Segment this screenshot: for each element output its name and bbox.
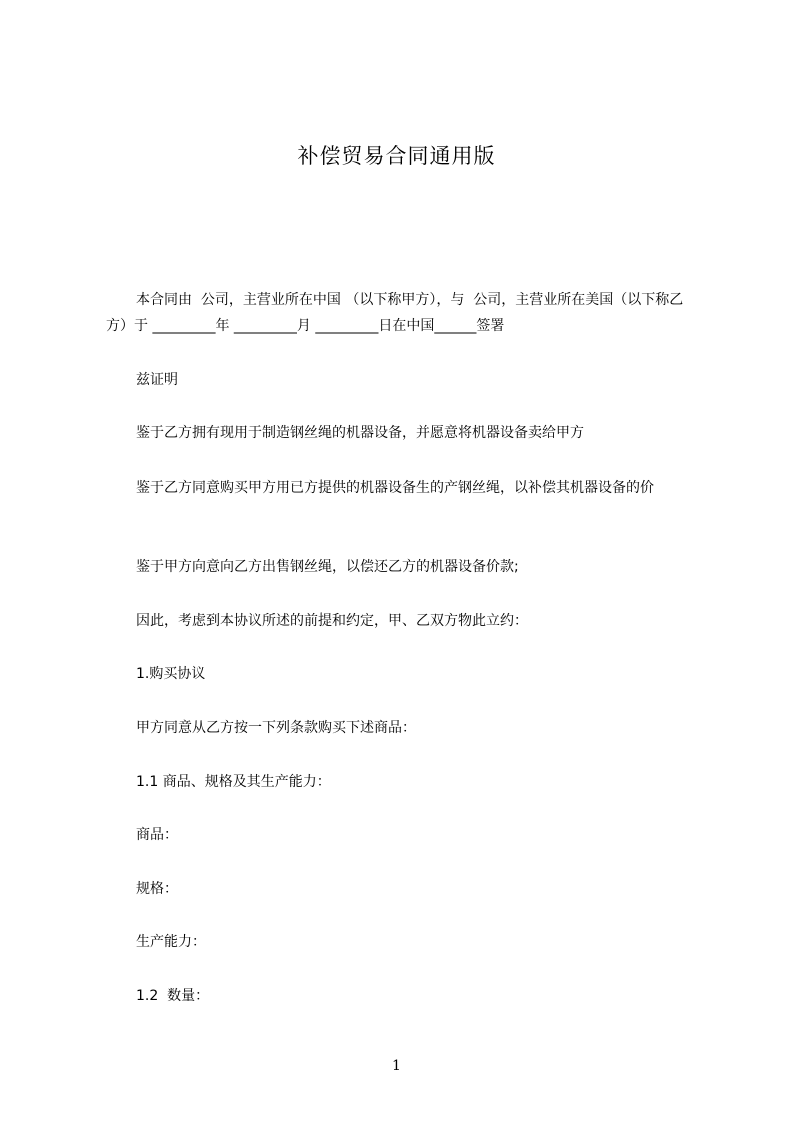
field-specification: 规格： [136,881,178,897]
paragraph-purchase-terms: 甲方同意从乙方按一下列条款购买下述商品： [136,720,416,736]
paragraph-therefore: 因此，考虑到本协议所述的前提和约定，甲、乙双方物此立约： [136,613,528,629]
document-title: 补偿贸易合同通用版 [297,144,496,168]
page-number: 1 [392,1058,401,1074]
clause-1-1: 1.1 商品、规格及其生产能力： [136,774,331,790]
paragraph-parties: 本合同由 公司，主营业所在中国 （以下称甲方），与 公司，主营业所在美国（以下称乙方）于 _________年 _________月 _________日在中国______签署 [106,292,684,334]
clause-1-2: 1.2 数量： [136,988,210,1004]
paragraph-whereas-3: 鉴于甲方向意向乙方出售钢丝绳，以偿还乙方的机器设备价款; [136,559,519,575]
section-heading-purchase: 1.购买协议 [136,666,206,682]
field-commodity: 商品： [136,827,178,843]
field-capacity: 生产能力： [136,934,206,950]
paragraph-whereas-1: 鉴于乙方拥有现用于制造钢丝绳的机器设备，并愿意将机器设备卖给甲方 [136,425,584,441]
paragraph-whereas-2: 鉴于乙方同意购买甲方用已方提供的机器设备生的产钢丝绳，以补偿其机器设备的价 [136,480,654,496]
paragraph-witnesseth: 兹证明 [136,372,178,388]
